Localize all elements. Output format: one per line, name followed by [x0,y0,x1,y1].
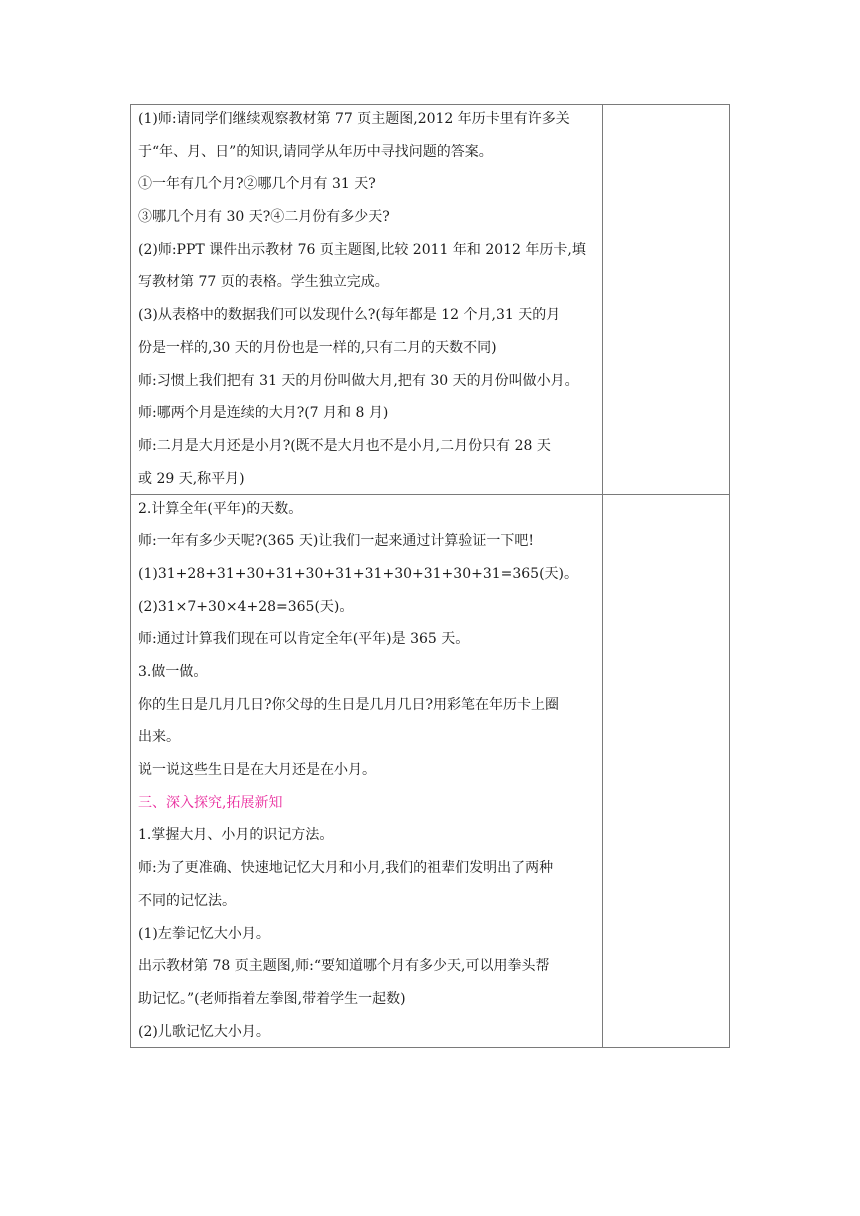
text-line: (2)31×7+30×4+28=365(天)。 [138,598,354,615]
text-line: 师:习惯上我们把有 31 天的月份叫做大月,把有 30 天的月份叫做小月。 [138,372,579,389]
text-line: 你的生日是几月几日?你父母的生日是几月几日?用彩笔在年历卡上圈 [138,696,560,713]
content-cell-1 [131,105,603,494]
notes-cell-1 [603,105,729,494]
text-line: (2)儿歌记忆大小月。 [138,1023,270,1040]
text-line: (1)31+28+31+30+31+30+31+31+30+31+30+31=365(天)。 [138,565,579,582]
table-row-1 [131,105,729,494]
text-line: 2.计算全年(平年)的天数。 [138,500,303,517]
text-line: (2)师:PPT 课件出示教材 76 页主题图,比较 2011 年和 2012 年历卡,填 [138,241,586,258]
text-line: 师:一年有多少天呢?(365 天)让我们一起来通过计算验证一下吧! [138,533,534,550]
text-line: 助记忆。”(老师指着左拳图,带着学生一起数) [138,990,406,1007]
text-line: 出来。 [138,729,180,746]
table-row-2 [131,494,729,1047]
section-heading: 三、深入探究,拓展新知 [138,794,283,811]
text-line: 说一说这些生日是在大月还是在小月。 [138,762,376,779]
text-line: (3)从表格中的数据我们可以发现什么?(每年都是 12 个月,31 天的月 [138,307,561,324]
text-line: 1.掌握大月、小月的识记方法。 [138,827,334,844]
content-cell-2 [131,495,603,1047]
text-line: 师:二月是大月还是小月?(既不是大月也不是小月,二月份只有 28 天 [138,437,551,454]
text-line: 或 29 天,称平月) [138,470,245,487]
text-line: 写教材第 77 页的表格。学生独立完成。 [138,274,389,291]
notes-cell-2 [603,495,729,1047]
text-line: (1)左拳记忆大小月。 [138,925,270,942]
text-line: (1)师:请同学们继续观察教材第 77 页主题图,2012 年历卡里有许多关 [138,111,570,127]
text-line: 师:通过计算我们现在可以肯定全年(平年)是 365 天。 [138,631,470,648]
lesson-table [130,104,730,1048]
text-line: 份是一样的,30 天的月份也是一样的,只有二月的天数不同) [138,339,497,356]
text-line: 3.做一做。 [138,664,208,680]
text-line: 出示教材第 78 页主题图,师:“要知道哪个月有多少天,可以用拳头帮 [138,958,550,975]
text-line: 师:为了更准确、快速地记忆大月和小月,我们的祖辈们发明出了两种 [138,860,554,877]
text-line: 不同的记忆法。 [138,892,236,909]
text-line: 于“年、月、日”的知识,请同学从年历中寻找问题的答案。 [138,143,493,160]
text-line: ③哪几个月有 30 天?④二月份有多少天? [138,209,390,226]
text-line: 师:哪两个月是连续的大月?(7 月和 8 月) [138,405,389,422]
text-line: ①一年有几个月?②哪几个月有 31 天? [138,176,376,193]
